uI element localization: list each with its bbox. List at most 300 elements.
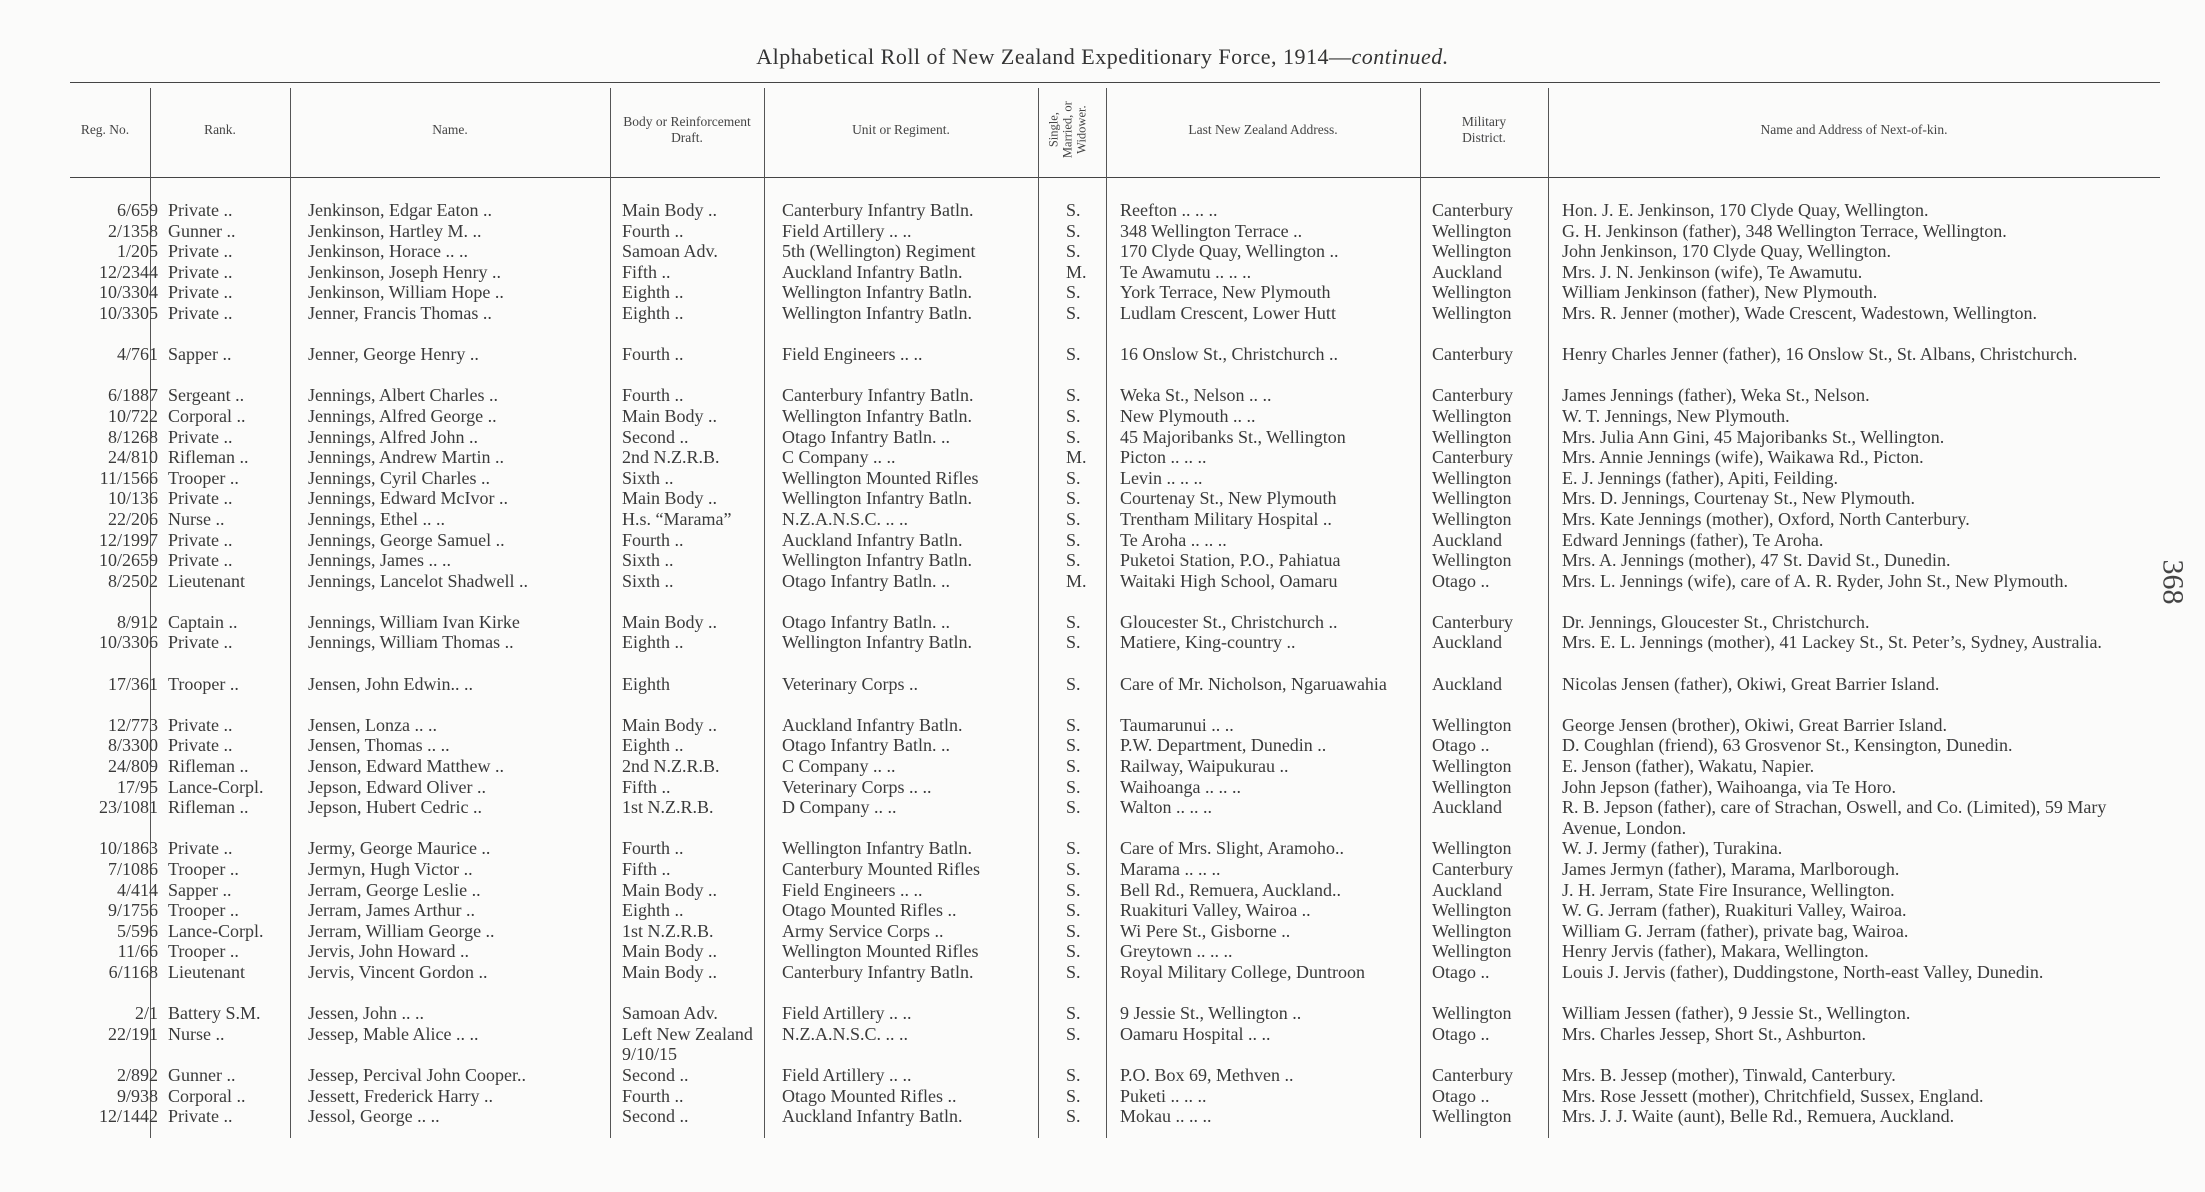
body-draft-cell: Fifth .. bbox=[622, 776, 671, 797]
body-draft-cell: Second .. bbox=[622, 1106, 689, 1127]
next-of-kin-cell: Louis J. Jervis (father), Duddingstone, North-east Valley, Dunedin. bbox=[1562, 961, 2044, 982]
table-row bbox=[0, 632, 2205, 673]
address-cell: Puketoi Station, P.O., Pahiatua bbox=[1120, 550, 1341, 571]
body-draft-cell: Eighth .. bbox=[622, 632, 684, 653]
body-draft-cell: Fourth .. bbox=[622, 220, 684, 241]
rank-cell: Private .. bbox=[168, 735, 233, 756]
unit-cell: Otago Infantry Batln. .. bbox=[782, 570, 950, 591]
body-draft-cell: 1st N.Z.R.B. bbox=[622, 920, 714, 941]
district-cell: Wellington bbox=[1432, 405, 1512, 426]
table-row bbox=[0, 674, 2205, 715]
table-row bbox=[0, 1106, 2205, 1127]
district-cell: Wellington bbox=[1432, 1003, 1512, 1024]
marital-status-cell: S. bbox=[1066, 200, 1081, 220]
next-of-kin-cell: Henry Jervis (father), Makara, Wellington. bbox=[1562, 941, 1869, 962]
rank-cell: Private .. bbox=[168, 1106, 233, 1127]
table-row bbox=[0, 488, 2205, 509]
district-cell: Otago .. bbox=[1432, 961, 1490, 982]
reg-no-cell: 10/3306 bbox=[98, 632, 158, 653]
rank-cell: Lance-Corpl. bbox=[168, 776, 264, 797]
header-next-of-kin: Name and Address of Next-of-kin. bbox=[1760, 121, 1948, 137]
name-cell: Jenkinson, Horace .. .. bbox=[308, 241, 468, 262]
address-cell: Railway, Waipukurau .. bbox=[1120, 756, 1289, 777]
address-cell: 16 Onslow St., Christchurch .. bbox=[1120, 344, 1338, 365]
address-cell: Ruakituri Valley, Wairoa .. bbox=[1120, 900, 1311, 921]
unit-cell: N.Z.A.N.S.C. .. .. bbox=[782, 508, 909, 529]
marital-status-cell: S. bbox=[1066, 632, 1081, 653]
rank-cell: Lieutenant bbox=[168, 961, 245, 982]
marital-status-cell: M. bbox=[1066, 447, 1087, 468]
unit-cell: Field Engineers .. .. bbox=[782, 344, 923, 365]
body-draft-cell: Fourth .. bbox=[622, 385, 684, 406]
unit-cell: N.Z.A.N.S.C. .. .. bbox=[782, 1023, 909, 1044]
body-draft-cell: Main Body .. bbox=[622, 611, 718, 632]
address-cell: Walton .. .. .. bbox=[1120, 797, 1213, 818]
marital-status-cell: S. bbox=[1066, 941, 1081, 962]
name-cell: Jenkinson, Edgar Eaton .. bbox=[308, 200, 492, 220]
next-of-kin-cell: Mrs. E. L. Jennings (mother), 41 Lackey St., St. Peter’s, Sydney, Australia. bbox=[1562, 632, 2102, 653]
marital-status-cell: S. bbox=[1066, 776, 1081, 797]
next-of-kin-cell: John Jepson (father), Waihoanga, via Te Horo. bbox=[1562, 776, 1897, 797]
unit-cell: Field Artillery .. .. bbox=[782, 220, 912, 241]
rank-cell: Battery S.M. bbox=[168, 1003, 261, 1024]
table-row bbox=[0, 1065, 2205, 1086]
table-row bbox=[0, 838, 2205, 859]
unit-cell: Field Artillery .. .. bbox=[782, 1003, 912, 1024]
table-row bbox=[0, 427, 2205, 448]
address-cell: 170 Clyde Quay, Wellington .. bbox=[1120, 241, 1339, 262]
marital-status-cell: M. bbox=[1066, 261, 1087, 282]
next-of-kin-cell: G. H. Jenkinson (father), 348 Wellington Terrace, Wellington. bbox=[1562, 220, 2007, 241]
table-row bbox=[0, 777, 2205, 798]
name-cell: Jerram, George Leslie .. bbox=[308, 879, 481, 900]
title-main: Alphabetical Roll of New Zealand Expeditionary Force, 1914— bbox=[756, 44, 1352, 69]
next-of-kin-cell: D. Coughlan (friend), 63 Grosvenor St., Kensington, Dunedin. bbox=[1562, 735, 2013, 756]
table-row bbox=[0, 612, 2205, 633]
body-draft-cell: Main Body .. bbox=[622, 941, 718, 962]
marital-status-cell: S. bbox=[1066, 797, 1081, 818]
reg-no-cell: 10/722 bbox=[107, 405, 158, 426]
body-draft-cell: Second .. bbox=[622, 1064, 689, 1085]
marital-status-cell: S. bbox=[1066, 735, 1081, 756]
marital-status-cell: S. bbox=[1066, 1023, 1081, 1044]
marital-status-cell: S. bbox=[1066, 241, 1081, 262]
reg-no-cell: 4/761 bbox=[116, 344, 158, 365]
name-cell: Jenkinson, Hartley M. .. bbox=[308, 220, 482, 241]
next-of-kin-cell: William G. Jerram (father), private bag, Wairoa. bbox=[1562, 920, 1909, 941]
name-cell: Jenner, George Henry .. bbox=[308, 344, 479, 365]
address-cell: Royal Military College, Duntroon bbox=[1120, 961, 1365, 982]
reg-no-cell: 12/2344 bbox=[98, 261, 158, 282]
rank-cell: Captain .. bbox=[168, 611, 238, 632]
address-cell: Picton .. .. .. bbox=[1120, 447, 1207, 468]
name-cell: Jennings, Ethel .. .. bbox=[308, 508, 445, 529]
table-row bbox=[0, 1024, 2205, 1065]
table-row bbox=[0, 900, 2205, 921]
reg-no-cell: 10/136 bbox=[107, 488, 158, 509]
marital-status-cell: S. bbox=[1066, 550, 1081, 571]
address-cell: Care of Mr. Nicholson, Ngaruawahia bbox=[1120, 673, 1387, 694]
reg-no-cell: 24/809 bbox=[107, 756, 158, 777]
address-cell: Care of Mrs. Slight, Aramoho.. bbox=[1120, 838, 1344, 859]
body-draft-cell: Eighth .. bbox=[622, 282, 684, 303]
name-cell: Jennings, William Thomas .. bbox=[308, 632, 514, 653]
address-cell: Ludlam Crescent, Lower Hutt bbox=[1120, 302, 1336, 323]
rank-cell: Private .. bbox=[168, 488, 233, 509]
district-cell: Auckland bbox=[1432, 879, 1502, 900]
address-cell: Waihoanga .. .. .. bbox=[1120, 776, 1242, 797]
name-cell: Jennings, Alfred George .. bbox=[308, 405, 497, 426]
unit-cell: Wellington Infantry Batln. bbox=[782, 550, 973, 571]
page-title bbox=[0, 44, 2205, 70]
table-row bbox=[0, 1003, 2205, 1024]
district-cell: Wellington bbox=[1432, 220, 1512, 241]
district-cell: Wellington bbox=[1432, 282, 1512, 303]
reg-no-cell: 12/1997 bbox=[98, 529, 158, 550]
unit-cell: Wellington Infantry Batln. bbox=[782, 302, 973, 323]
marital-status-cell: S. bbox=[1066, 405, 1081, 426]
table-row bbox=[0, 406, 2205, 427]
rank-cell: Private .. bbox=[168, 426, 233, 447]
district-cell: Wellington bbox=[1432, 1106, 1512, 1127]
table-row bbox=[0, 571, 2205, 612]
body-draft-cell: 2nd N.Z.R.B. bbox=[622, 756, 720, 777]
next-of-kin-cell: Dr. Jennings, Gloucester St., Christchurch. bbox=[1562, 611, 1870, 632]
address-cell: Trentham Military Hospital .. bbox=[1120, 508, 1332, 529]
body-draft-cell: Fourth .. bbox=[622, 838, 684, 859]
reg-no-cell: 2/892 bbox=[116, 1064, 158, 1085]
marital-status-cell: S. bbox=[1066, 1064, 1081, 1085]
name-cell: Jennings, Cyril Charles .. bbox=[308, 467, 490, 488]
unit-cell: Wellington Mounted Rifles bbox=[782, 941, 979, 962]
unit-cell: Army Service Corps .. bbox=[782, 920, 944, 941]
next-of-kin-cell: Mrs. L. Jennings (wife), care of A. R. Ryder, John St., New Plymouth. bbox=[1562, 570, 2069, 591]
district-cell: Auckland bbox=[1432, 632, 1502, 653]
name-cell: Jepson, Edward Oliver .. bbox=[308, 776, 486, 797]
rank-cell: Rifleman .. bbox=[168, 797, 249, 818]
reg-no-cell: 24/810 bbox=[107, 447, 158, 468]
unit-cell: Otago Infantry Batln. .. bbox=[782, 611, 950, 632]
next-of-kin-cell: George Jensen (brother), Okiwi, Great Barrier Island. bbox=[1562, 714, 1948, 735]
unit-cell: D Company .. .. bbox=[782, 797, 897, 818]
unit-cell: Wellington Mounted Rifles bbox=[782, 467, 979, 488]
name-cell: Jennings, Andrew Martin .. bbox=[308, 447, 504, 468]
district-cell: Wellington bbox=[1432, 467, 1512, 488]
reg-no-cell: 17/361 bbox=[107, 673, 158, 694]
marital-status-cell: S. bbox=[1066, 467, 1081, 488]
district-cell: Auckland bbox=[1432, 797, 1502, 818]
reg-no-cell: 10/3305 bbox=[98, 302, 158, 323]
rank-cell: Corporal .. bbox=[168, 1085, 246, 1106]
name-cell: Jervis, John Howard .. bbox=[308, 941, 469, 962]
district-cell: Canterbury bbox=[1432, 611, 1513, 632]
reg-no-cell: 9/1756 bbox=[107, 900, 158, 921]
name-cell: Jensen, John Edwin.. .. bbox=[308, 673, 473, 694]
next-of-kin-cell: E. Jenson (father), Wakatu, Napier. bbox=[1562, 756, 1815, 777]
district-cell: Otago .. bbox=[1432, 1085, 1490, 1106]
address-cell: Greytown .. .. .. bbox=[1120, 941, 1233, 962]
district-cell: Canterbury bbox=[1432, 200, 1513, 220]
marital-status-cell: S. bbox=[1066, 302, 1081, 323]
district-cell: Wellington bbox=[1432, 900, 1512, 921]
body-draft-cell: Sixth .. bbox=[622, 550, 674, 571]
body-draft-cell: Eighth bbox=[622, 673, 670, 694]
unit-cell: Auckland Infantry Batln. bbox=[782, 1106, 963, 1127]
district-cell: Auckland bbox=[1432, 529, 1502, 550]
next-of-kin-cell: Mrs. D. Jennings, Courtenay St., New Plymouth. bbox=[1562, 488, 1915, 509]
address-cell: Matiere, King-country .. bbox=[1120, 632, 1296, 653]
table-row bbox=[0, 962, 2205, 1003]
district-cell: Canterbury bbox=[1432, 385, 1513, 406]
header-district: Military District. bbox=[1461, 113, 1507, 145]
reg-no-cell: 4/414 bbox=[116, 879, 158, 900]
name-cell: Jermy, George Maurice .. bbox=[308, 838, 491, 859]
rank-cell: Nurse .. bbox=[168, 1023, 225, 1044]
table-row bbox=[0, 735, 2205, 756]
table-row bbox=[0, 509, 2205, 530]
rank-cell: Trooper .. bbox=[168, 673, 239, 694]
next-of-kin-cell: J. H. Jerram, State Fire Insurance, Wellington. bbox=[1562, 879, 1895, 900]
rank-cell: Sapper .. bbox=[168, 344, 232, 365]
next-of-kin-cell: Mrs. A. Jennings (mother), 47 St. David St., Dunedin. bbox=[1562, 550, 1951, 571]
district-cell: Wellington bbox=[1432, 426, 1512, 447]
table-row bbox=[0, 344, 2205, 385]
unit-cell: Otago Mounted Rifles .. bbox=[782, 1085, 957, 1106]
reg-no-cell: 9/938 bbox=[116, 1085, 158, 1106]
address-cell: Bell Rd., Remuera, Auckland.. bbox=[1120, 879, 1341, 900]
name-cell: Jenkinson, William Hope .. bbox=[308, 282, 504, 303]
rank-cell: Gunner .. bbox=[168, 220, 236, 241]
rank-cell: Trooper .. bbox=[168, 900, 239, 921]
reg-no-cell: 7/1086 bbox=[107, 859, 158, 879]
next-of-kin-cell: Mrs. B. Jessep (mother), Tinwald, Canterbury. bbox=[1562, 1064, 1896, 1085]
name-cell: Jessen, John .. .. bbox=[308, 1003, 424, 1024]
name-cell: Jennings, Albert Charles .. bbox=[308, 385, 498, 406]
next-of-kin-cell: E. J. Jennings (father), Apiti, Feilding. bbox=[1562, 467, 1838, 488]
unit-cell: Otago Infantry Batln. .. bbox=[782, 735, 950, 756]
address-cell: P.O. Box 69, Methven .. bbox=[1120, 1064, 1294, 1085]
next-of-kin-cell: W. J. Jermy (father), Turakina. bbox=[1562, 838, 1783, 859]
body-draft-cell: Sixth .. bbox=[622, 467, 674, 488]
body-draft-cell: Main Body .. bbox=[622, 488, 718, 509]
name-cell: Jensen, Thomas .. .. bbox=[308, 735, 450, 756]
marital-status-cell: S. bbox=[1066, 220, 1081, 241]
unit-cell: Canterbury Infantry Batln. bbox=[782, 385, 974, 406]
table-row bbox=[0, 530, 2205, 551]
reg-no-cell: 10/1863 bbox=[98, 838, 158, 859]
name-cell: Jenkinson, Joseph Henry .. bbox=[308, 261, 501, 282]
district-cell: Wellington bbox=[1432, 508, 1512, 529]
unit-cell: C Company .. .. bbox=[782, 447, 896, 468]
reg-no-cell: 10/3304 bbox=[98, 282, 158, 303]
body-draft-cell: Eighth .. bbox=[622, 302, 684, 323]
rank-cell: Private .. bbox=[168, 714, 233, 735]
unit-cell: Wellington Infantry Batln. bbox=[782, 838, 973, 859]
district-cell: Wellington bbox=[1432, 941, 1512, 962]
address-cell: New Plymouth .. .. bbox=[1120, 405, 1256, 426]
rank-cell: Sapper .. bbox=[168, 879, 232, 900]
table-row bbox=[0, 715, 2205, 736]
name-cell: Jennings, Edward McIvor .. bbox=[308, 488, 508, 509]
body-draft-cell: H.s. “Marama” bbox=[622, 508, 732, 529]
next-of-kin-cell: James Jennings (father), Weka St., Nelson. bbox=[1562, 385, 1870, 406]
reg-no-cell: 17/95 bbox=[116, 776, 158, 797]
address-cell: Courtenay St., New Plymouth bbox=[1120, 488, 1337, 509]
marital-status-cell: S. bbox=[1066, 1003, 1081, 1024]
address-cell: Taumarunui .. .. bbox=[1120, 714, 1234, 735]
title-continued: continued. bbox=[1351, 44, 1449, 69]
table-row bbox=[0, 447, 2205, 468]
next-of-kin-cell: Mrs. Annie Jennings (wife), Waikawa Rd., Picton. bbox=[1562, 447, 1924, 468]
name-cell: Jennings, William Ivan Kirke bbox=[308, 611, 520, 632]
page-number: 368 bbox=[2156, 559, 2190, 605]
marital-status-cell: S. bbox=[1066, 508, 1081, 529]
unit-cell: Otago Infantry Batln. .. bbox=[782, 426, 950, 447]
table-row bbox=[0, 797, 2205, 838]
body-draft-cell: Fourth .. bbox=[622, 529, 684, 550]
district-cell: Canterbury bbox=[1432, 1064, 1513, 1085]
rank-cell: Private .. bbox=[168, 302, 233, 323]
marital-status-cell: S. bbox=[1066, 714, 1081, 735]
address-cell: Waitaki High School, Oamaru bbox=[1120, 570, 1338, 591]
marital-status-cell: S. bbox=[1066, 488, 1081, 509]
next-of-kin-cell: W. T. Jennings, New Plymouth. bbox=[1562, 405, 1790, 426]
marital-status-cell: S. bbox=[1066, 838, 1081, 859]
next-of-kin-cell: R. B. Jepson (father), care of Strachan, Oswell, and Co. (Limited), 59 Mary Avenue, London. bbox=[1562, 797, 2107, 838]
unit-cell: 5th (Wellington) Regiment bbox=[782, 241, 976, 262]
rank-cell: Private .. bbox=[168, 261, 233, 282]
reg-no-cell: 2/1 bbox=[134, 1003, 158, 1024]
body-draft-cell: Fourth .. bbox=[622, 1085, 684, 1106]
name-cell: Jessol, George .. .. bbox=[308, 1106, 440, 1127]
reg-no-cell: 8/3300 bbox=[107, 735, 158, 756]
name-cell: Jessep, Percival John Cooper.. bbox=[308, 1064, 526, 1085]
unit-cell: Veterinary Corps .. .. bbox=[782, 776, 932, 797]
next-of-kin-cell: William Jessen (father), 9 Jessie St., Wellington. bbox=[1562, 1003, 1911, 1024]
name-cell: Jennings, George Samuel .. bbox=[308, 529, 505, 550]
name-cell: Jennings, James .. .. bbox=[308, 550, 451, 571]
body-draft-cell: Left New Zealand 9/10/15 bbox=[622, 1023, 753, 1065]
district-cell: Wellington bbox=[1432, 920, 1512, 941]
header-body-draft: Body or Reinforcement Draft. bbox=[623, 113, 751, 145]
address-cell: Reefton .. .. .. bbox=[1120, 200, 1218, 220]
district-cell: Canterbury bbox=[1432, 344, 1513, 365]
reg-no-cell: 6/1168 bbox=[108, 961, 158, 982]
next-of-kin-cell: John Jenkinson, 170 Clyde Quay, Wellington. bbox=[1562, 241, 1892, 262]
table-row bbox=[0, 241, 2205, 262]
unit-cell: Wellington Infantry Batln. bbox=[782, 632, 973, 653]
table-row bbox=[0, 282, 2205, 303]
district-cell: Wellington bbox=[1432, 714, 1512, 735]
marital-status-cell: S. bbox=[1066, 282, 1081, 303]
unit-cell: Auckland Infantry Batln. bbox=[782, 714, 963, 735]
reg-no-cell: 22/206 bbox=[107, 508, 158, 529]
unit-cell: Otago Mounted Rifles .. bbox=[782, 900, 957, 921]
marital-status-cell: S. bbox=[1066, 859, 1081, 879]
district-cell: Canterbury bbox=[1432, 447, 1513, 468]
address-cell: Oamaru Hospital .. .. bbox=[1120, 1023, 1271, 1044]
table-row bbox=[0, 859, 2205, 880]
district-cell: Otago .. bbox=[1432, 570, 1490, 591]
header-reg-no: Reg. No. bbox=[80, 121, 130, 137]
rank-cell: Private .. bbox=[168, 200, 233, 220]
table-row bbox=[0, 200, 2205, 221]
reg-no-cell: 6/659 bbox=[116, 200, 158, 220]
name-cell: Jennings, Lancelot Shadwell .. bbox=[308, 570, 528, 591]
rank-cell: Nurse .. bbox=[168, 508, 225, 529]
header-marital-status-text: Single, Married, or Widower. bbox=[1046, 101, 1088, 159]
rank-cell: Private .. bbox=[168, 241, 233, 262]
marital-status-cell: S. bbox=[1066, 900, 1081, 921]
reg-no-cell: 8/912 bbox=[116, 611, 158, 632]
next-of-kin-cell: Mrs. R. Jenner (mother), Wade Crescent, Wadestown, Wellington. bbox=[1562, 302, 2038, 323]
rank-cell: Trooper .. bbox=[168, 467, 239, 488]
unit-cell: Field Artillery .. .. bbox=[782, 1064, 912, 1085]
next-of-kin-cell: Mrs. Rose Jessett (mother), Chritchfield, Sussex, England. bbox=[1562, 1085, 1984, 1106]
reg-no-cell: 23/1081 bbox=[98, 797, 158, 818]
address-cell: Marama .. .. .. bbox=[1120, 859, 1221, 879]
name-cell: Jenson, Edward Matthew .. bbox=[308, 756, 504, 777]
roll-table-body bbox=[0, 200, 2205, 1127]
body-draft-cell: 1st N.Z.R.B. bbox=[622, 797, 714, 818]
next-of-kin-cell: Hon. J. E. Jenkinson, 170 Clyde Quay, Wellington. bbox=[1562, 200, 1929, 220]
address-cell: York Terrace, New Plymouth bbox=[1120, 282, 1331, 303]
reg-no-cell: 1/205 bbox=[116, 241, 158, 262]
district-cell: Wellington bbox=[1432, 756, 1512, 777]
table-row bbox=[0, 880, 2205, 901]
rank-cell: Private .. bbox=[168, 838, 233, 859]
header-unit: Unit or Regiment. bbox=[852, 121, 950, 137]
reg-no-cell: 8/2502 bbox=[107, 570, 158, 591]
district-cell: Wellington bbox=[1432, 550, 1512, 571]
rank-cell: Private .. bbox=[168, 529, 233, 550]
marital-status-cell: S. bbox=[1066, 344, 1081, 365]
address-cell: Wi Pere St., Gisborne .. bbox=[1120, 920, 1291, 941]
table-row bbox=[0, 941, 2205, 962]
header-bottom-rule bbox=[70, 177, 2160, 178]
name-cell: Jerram, James Arthur .. bbox=[308, 900, 475, 921]
next-of-kin-cell: Edward Jennings (father), Te Aroha. bbox=[1562, 529, 1824, 550]
reg-no-cell: 22/191 bbox=[107, 1023, 158, 1044]
address-cell: 348 Wellington Terrace .. bbox=[1120, 220, 1303, 241]
unit-cell: Wellington Infantry Batln. bbox=[782, 488, 973, 509]
reg-no-cell: 11/1566 bbox=[99, 467, 158, 488]
next-of-kin-cell: James Jermyn (father), Marama, Marlborough. bbox=[1562, 859, 1900, 879]
next-of-kin-cell: Henry Charles Jenner (father), 16 Onslow St., St. Albans, Christchurch. bbox=[1562, 344, 2078, 365]
district-cell: Otago .. bbox=[1432, 1023, 1490, 1044]
marital-status-cell: S. bbox=[1066, 426, 1081, 447]
table-row bbox=[0, 468, 2205, 489]
name-cell: Jessep, Mable Alice .. .. bbox=[308, 1023, 479, 1044]
address-cell: Mokau .. .. .. bbox=[1120, 1106, 1212, 1127]
rank-cell: Rifleman .. bbox=[168, 756, 249, 777]
address-cell: Puketi .. .. .. bbox=[1120, 1085, 1207, 1106]
name-cell: Jervis, Vincent Gordon .. bbox=[308, 961, 488, 982]
table-row bbox=[0, 550, 2205, 571]
name-cell: Jermyn, Hugh Victor .. bbox=[308, 859, 473, 879]
district-cell: Wellington bbox=[1432, 776, 1512, 797]
body-draft-cell: Main Body .. bbox=[622, 714, 718, 735]
district-cell: Wellington bbox=[1432, 488, 1512, 509]
marital-status-cell: S. bbox=[1066, 385, 1081, 406]
reg-no-cell: 2/1358 bbox=[107, 220, 158, 241]
reg-no-cell: 10/2659 bbox=[98, 550, 158, 571]
body-draft-cell: Eighth .. bbox=[622, 900, 684, 921]
address-cell: 9 Jessie St., Wellington .. bbox=[1120, 1003, 1302, 1024]
district-cell: Auckland bbox=[1432, 673, 1502, 694]
address-cell: Levin .. .. .. bbox=[1120, 467, 1203, 488]
body-draft-cell: Fifth .. bbox=[622, 261, 671, 282]
